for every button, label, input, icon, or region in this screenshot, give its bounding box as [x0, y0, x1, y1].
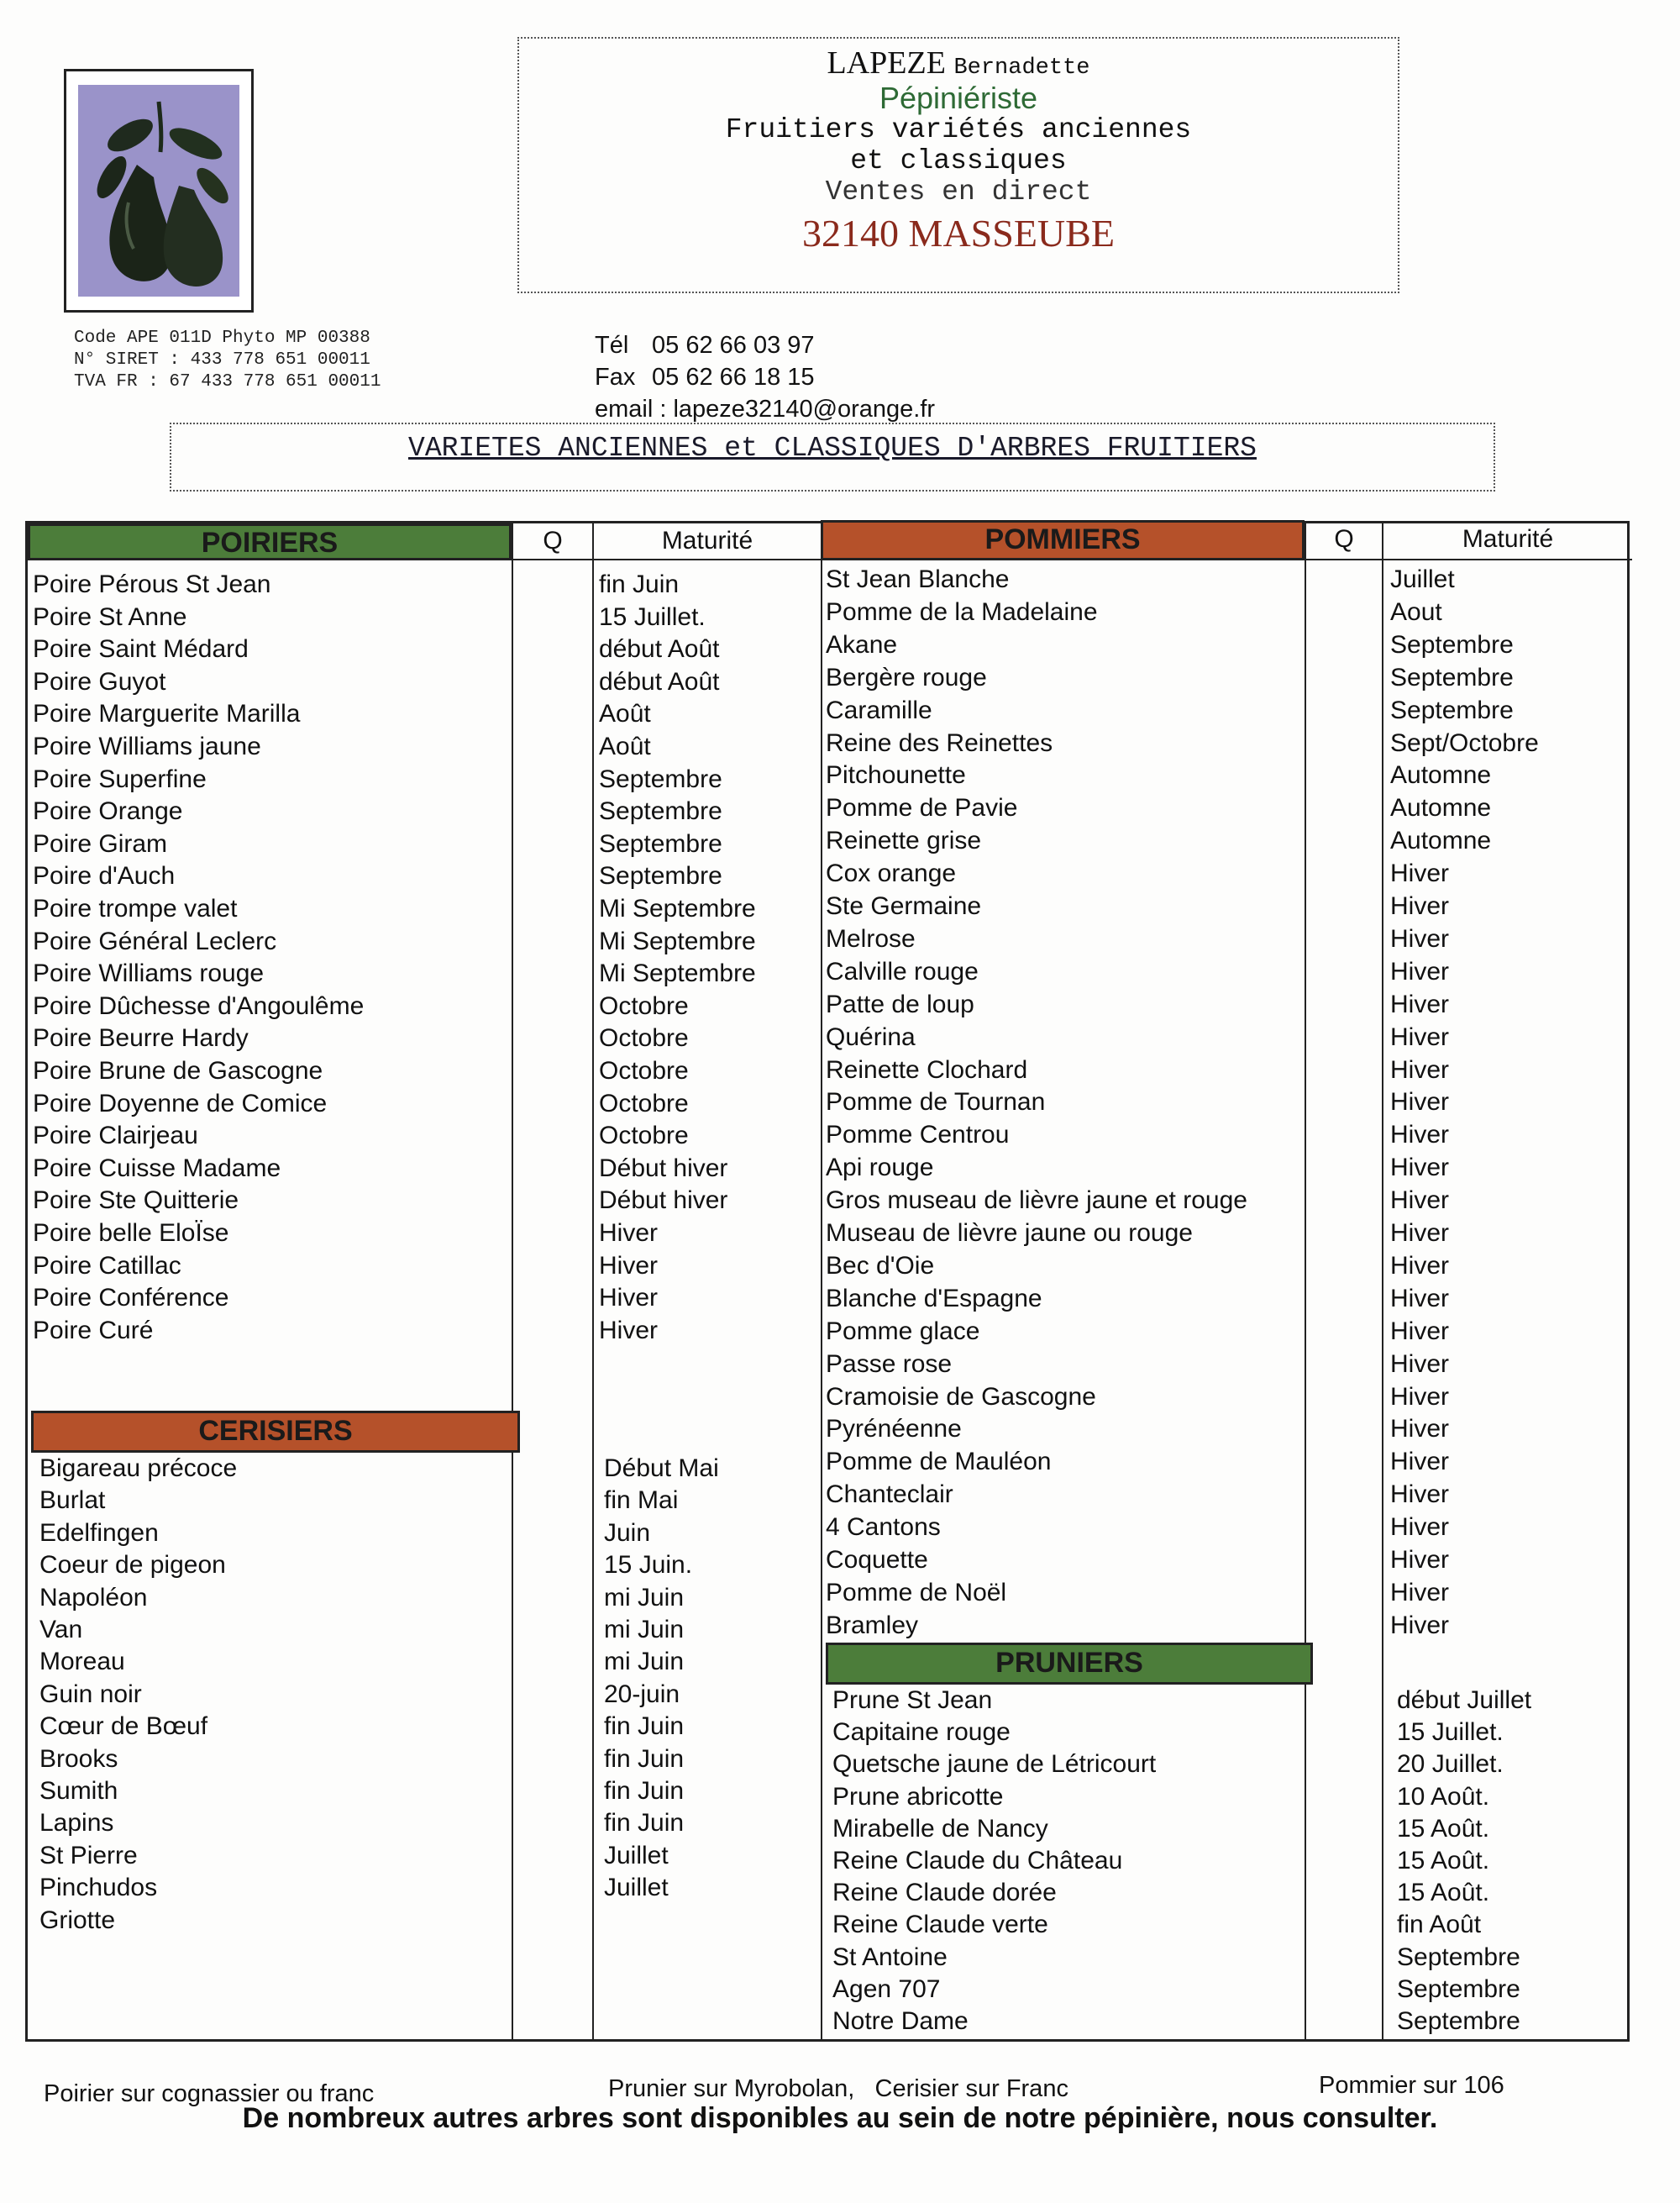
pommiers-variety-name: St Jean Blanche [826, 565, 1010, 593]
cerisiers-variety-name: Pinchudos [39, 1874, 158, 1902]
fax-number: 05 62 66 18 15 [652, 364, 815, 391]
poiriers-maturity: Août [599, 700, 651, 728]
pommiers-variety-name: Patte de loup [826, 990, 974, 1018]
pommiers-maturity: Hiver [1390, 924, 1450, 953]
cerisiers-variety-name: Sumith [39, 1777, 118, 1805]
poiriers-variety-name: Poire Doyenne de Comice [33, 1089, 328, 1117]
pommiers-variety-name: Chanteclair [826, 1480, 953, 1509]
cerisiers-variety-name: St Pierre [39, 1841, 138, 1869]
pommiers-maturity: Septembre [1390, 663, 1514, 691]
pommiers-variety-name: Pomme de Mauléon [826, 1448, 1052, 1476]
owner-name [519, 45, 1398, 81]
poiriers-variety-name: Poire Orange [33, 797, 183, 826]
pommiers-maturity: Hiver [1390, 1023, 1450, 1051]
fax-label: Fax [595, 364, 636, 391]
section-pruniers: PRUNIERS [826, 1643, 1313, 1685]
cerisiers-maturity: Début Mai [604, 1454, 719, 1482]
pommiers-variety-name: Pitchounette [826, 761, 966, 790]
cerisiers-maturity: Juin [604, 1518, 651, 1547]
pommiers-maturity: Hiver [1390, 1251, 1450, 1280]
banner-title: VARIETES ANCIENNES et CLASSIQUES D'ARBRES FRUITIERS [408, 433, 1257, 464]
profession: Pépiniériste [879, 80, 1038, 115]
pommiers-maturity: Hiver [1390, 1349, 1450, 1378]
poiriers-maturity: Mi Septembre [599, 927, 756, 955]
code-ape: Code APE 011D Phyto MP 00388 [74, 329, 370, 348]
poiriers-variety-name: Poire trompe valet [33, 895, 238, 923]
maturity-header-right: Maturité [1462, 525, 1554, 553]
pommiers-variety-name: Gros museau de lièvre jaune et rouge [826, 1186, 1247, 1215]
pommiers-variety-name: 4 Cantons [826, 1513, 941, 1542]
poiriers-variety-name: Poire d'Auch [33, 862, 176, 891]
pommiers-variety-name: Melrose [826, 924, 916, 953]
poiriers-maturity: début Août [599, 635, 720, 664]
pruniers-maturity: 20 Juillet. [1397, 1750, 1504, 1779]
pommiers-variety-name: Reine des Reinettes [826, 728, 1053, 757]
pommiers-maturity: Automne [1390, 794, 1492, 823]
tva: TVA FR : 67 433 778 651 00011 [74, 372, 381, 392]
cerisiers-maturity: Juillet [604, 1874, 669, 1902]
cerisiers-maturity: mi Juin [604, 1616, 685, 1643]
cerisiers-variety-name: Coeur de pigeon [39, 1551, 226, 1580]
q-header-left: Q [543, 527, 563, 555]
poiriers-maturity: Octobre [599, 1122, 689, 1150]
company-codes [74, 328, 381, 393]
poiriers-maturity: Début hiver [599, 1186, 728, 1215]
poiriers-maturity: Octobre [599, 1024, 689, 1053]
col-divider [512, 523, 513, 2039]
cerisiers-variety-name: Napoléon [39, 1583, 148, 1612]
poiriers-maturity: Hiver [599, 1219, 659, 1247]
poiriers-variety-name: Poire Conférence [33, 1284, 229, 1312]
tagline-1: Fruitiers variétés anciennes [725, 113, 1192, 145]
pommiers-variety-name: Pyrénéenne [826, 1415, 962, 1443]
pommiers-maturity: Hiver [1390, 1382, 1450, 1411]
footer-poirier: Poirier sur cognassier ou franc [44, 2080, 375, 2107]
pommiers-variety-name: Calville rouge [826, 957, 979, 986]
cerisiers-variety-name: Lapins [39, 1809, 114, 1838]
cerisiers-variety-name: Griotte [39, 1906, 116, 1934]
cerisiers-maturity: fin Juin [604, 1744, 685, 1773]
pommiers-variety-name: Cramoisie de Gascogne [826, 1382, 1096, 1411]
letterhead [517, 37, 1399, 293]
logo-frame [64, 69, 254, 313]
pruniers-maturity: Septembre [1397, 1974, 1520, 2003]
tagline-3: Ventes en direct [825, 176, 1092, 208]
cerisiers-maturity: 15 Juin. [604, 1551, 693, 1580]
pommiers-variety-name: Pomme Centrou [826, 1121, 1010, 1149]
pommiers-maturity: Hiver [1390, 1055, 1450, 1084]
pruniers-maturity: Septembre [1397, 1943, 1520, 1971]
pommiers-maturity: Hiver [1390, 1317, 1450, 1345]
phone-line [595, 329, 935, 361]
varieties-table [25, 521, 1630, 2042]
poiriers-maturity: Début hiver [599, 1154, 728, 1182]
poiriers-maturity: Septembre [599, 797, 722, 826]
pommiers-variety-name: Cox orange [826, 860, 957, 888]
pommiers-variety-name: Pomme de Tournan [826, 1088, 1046, 1117]
pommiers-variety-name: Caramille [826, 696, 932, 724]
pommiers-maturity: Hiver [1390, 860, 1450, 888]
pommiers-variety-name: Pomme de la Madelaine [826, 597, 1098, 626]
pommiers-maturity: Hiver [1390, 957, 1450, 986]
cerisiers-variety-name: Van [39, 1616, 83, 1643]
pommiers-variety-name: Bergère rouge [826, 663, 987, 691]
poiriers-maturity: Octobre [599, 991, 689, 1020]
pruniers-variety-name: St Antoine [832, 1943, 948, 1971]
pear-illustration [78, 85, 239, 297]
maturity-header-left: Maturité [661, 527, 753, 555]
pommiers-maturity: Hiver [1390, 1611, 1450, 1639]
pommiers-maturity: Hiver [1390, 1415, 1450, 1443]
pruniers-variety-name: Agen 707 [832, 1974, 941, 2003]
pommiers-maturity: Juillet [1390, 565, 1455, 593]
poiriers-maturity: Hiver [599, 1251, 659, 1280]
first-name: Bernadette [953, 55, 1090, 81]
col-divider [592, 523, 594, 2039]
pruniers-variety-name: Quetsche jaune de Létricourt [832, 1750, 1157, 1779]
pruniers-maturity: début Juillet [1397, 1686, 1532, 1714]
pommiers-variety-name: Ste Germaine [826, 892, 982, 920]
cerisiers-variety-name: Moreau [39, 1648, 125, 1676]
pruniers-variety-name: Notre Dame [832, 2007, 969, 2035]
cerisiers-maturity: Juillet [604, 1841, 669, 1869]
poiriers-variety-name: Poire Ste Quitterie [33, 1186, 239, 1215]
pruniers-variety-name: Capitaine rouge [832, 1718, 1011, 1747]
pommiers-variety-name: Quérina [826, 1023, 916, 1051]
cerisiers-maturity: fin Juin [604, 1809, 685, 1838]
pruniers-variety-name: Prune abricotte [832, 1782, 1004, 1811]
poiriers-maturity: Août [599, 733, 651, 760]
poiriers-variety-name: Poire Cuisse Madame [33, 1154, 281, 1182]
cerisiers-maturity: mi Juin [604, 1648, 685, 1676]
pommiers-maturity: Hiver [1390, 1186, 1450, 1215]
pruniers-maturity: 15 Août. [1397, 1814, 1490, 1843]
pruniers-variety-name: Reine Claude verte [832, 1911, 1048, 1939]
pruniers-maturity: Septembre [1397, 2007, 1520, 2035]
cerisiers-maturity: mi Juin [604, 1583, 685, 1612]
poiriers-maturity: Septembre [599, 862, 722, 891]
poiriers-variety-name: Poire Pérous St Jean [33, 570, 271, 598]
pommiers-variety-name: Bec d'Oie [826, 1251, 935, 1280]
poiriers-variety-name: Poire Général Leclerc [33, 927, 277, 955]
poiriers-variety-name: Poire Giram [33, 829, 168, 858]
phone-label: Tél [595, 332, 629, 359]
pommiers-variety-name: Museau de lièvre jaune ou rouge [826, 1219, 1193, 1247]
siret: N° SIRET : 433 778 651 00011 [74, 350, 370, 370]
poiriers-variety-name: Poire Superfine [33, 765, 207, 793]
pommiers-maturity: Hiver [1390, 990, 1450, 1018]
last-name: LAPEZE [827, 45, 946, 81]
pommiers-maturity: Automne [1390, 827, 1492, 855]
contact-block [595, 329, 935, 425]
poiriers-variety-name: Poire Catillac [33, 1251, 181, 1280]
poiriers-maturity: fin Juin [599, 570, 680, 598]
poiriers-maturity: Mi Septembre [599, 960, 756, 988]
cerisiers-maturity: fin Juin [604, 1777, 685, 1805]
poiriers-variety-name: Poire Saint Médard [33, 635, 249, 664]
pruniers-variety-name: Prune St Jean [832, 1686, 993, 1714]
pommiers-maturity: Aout [1390, 597, 1442, 626]
pommiers-maturity: Hiver [1390, 1121, 1450, 1149]
col-divider [1382, 523, 1383, 2039]
phone-number: 05 62 66 03 97 [652, 332, 815, 359]
pruniers-maturity: 15 Août. [1397, 1847, 1490, 1874]
pommiers-variety-name: Reinette grise [826, 827, 982, 855]
section-poiriers: POIRIERS [28, 523, 512, 560]
poiriers-maturity: Septembre [599, 829, 722, 858]
poiriers-maturity: Octobre [599, 1089, 689, 1117]
poiriers-variety-name: Poire Marguerite Marilla [33, 700, 301, 728]
cerisiers-variety-name: Burlat [39, 1486, 106, 1515]
pommiers-variety-name: Reinette Clochard [826, 1055, 1028, 1084]
pommiers-maturity: Septembre [1390, 696, 1514, 724]
pommiers-variety-name: Blanche d'Espagne [826, 1284, 1042, 1312]
pruniers-variety-name: Reine Claude dorée [832, 1879, 1057, 1907]
pommiers-variety-name: Bramley [826, 1611, 919, 1639]
poiriers-maturity: Mi Septembre [599, 895, 756, 923]
tagline-2: et classiques [850, 145, 1067, 176]
pommiers-variety-name: Passe rose [826, 1349, 953, 1378]
poiriers-variety-name: Poire belle EloÏse [33, 1219, 229, 1247]
fax-line [595, 361, 935, 393]
cerisiers-variety-name: Brooks [39, 1744, 118, 1773]
poiriers-variety-name: Poire Clairjeau [33, 1122, 198, 1150]
col-divider [1305, 523, 1306, 2039]
pruniers-maturity: fin Août [1397, 1911, 1482, 1939]
pommiers-maturity: Automne [1390, 761, 1492, 790]
pruniers-maturity: 15 Juillet. [1397, 1718, 1504, 1747]
pruniers-variety-name: Mirabelle de Nancy [832, 1814, 1048, 1843]
pommiers-maturity: Sept/Octobre [1390, 728, 1539, 757]
poiriers-variety-name: Poire Guyot [33, 667, 166, 696]
pommiers-maturity: Hiver [1390, 1513, 1450, 1542]
footer-pommier: Pommier sur 106 [1319, 2072, 1504, 2099]
cerisiers-maturity: 20-juin [604, 1680, 680, 1708]
poiriers-maturity: Hiver [599, 1316, 659, 1344]
pommiers-maturity: Hiver [1390, 892, 1450, 920]
poiriers-variety-name: Poire Beurre Hardy [33, 1024, 249, 1053]
poiriers-maturity: Septembre [599, 765, 722, 793]
pommiers-variety-name: Akane [826, 630, 898, 659]
col-divider [821, 523, 822, 2039]
pommiers-maturity: Hiver [1390, 1284, 1450, 1312]
pommiers-maturity: Hiver [1390, 1546, 1450, 1574]
pommiers-variety-name: Pomme glace [826, 1317, 980, 1345]
pommiers-maturity: Hiver [1390, 1448, 1450, 1476]
pommiers-variety-name: Api rouge [826, 1154, 934, 1182]
cerisiers-variety-name: Bigareau précoce [39, 1454, 238, 1482]
cerisiers-variety-name: Edelfingen [39, 1518, 159, 1547]
city: 32140 MASSEUBE [802, 211, 1115, 255]
pommiers-variety-name: Coquette [826, 1546, 928, 1574]
poiriers-variety-name: Poire Williams jaune [33, 733, 261, 760]
pommiers-maturity: Hiver [1390, 1088, 1450, 1117]
cerisiers-variety-name: Cœur de Bœuf [39, 1712, 208, 1741]
cerisiers-maturity: fin Mai [604, 1486, 679, 1515]
poiriers-variety-name: Poire Dûchesse d'Angoulême [33, 991, 365, 1020]
pruniers-variety-name: Reine Claude du Château [832, 1847, 1123, 1874]
section-cerisiers: CERISIERS [31, 1411, 520, 1453]
poiriers-maturity: Hiver [599, 1284, 659, 1312]
footer-prunier-cerisier: Prunier sur Myrobolan, Cerisier sur Franc [608, 2075, 1068, 2102]
pommiers-maturity: Septembre [1390, 630, 1514, 659]
pommiers-maturity: Hiver [1390, 1154, 1450, 1182]
poiriers-variety-name: Poire Williams rouge [33, 960, 265, 988]
cerisiers-variety-name: Guin noir [39, 1680, 142, 1708]
poiriers-variety-name: Poire Brune de Gascogne [33, 1057, 323, 1085]
pommiers-variety-name: Pomme de Pavie [826, 794, 1018, 823]
poiriers-maturity: 15 Juillet. [599, 602, 706, 631]
poiriers-variety-name: Poire St Anne [33, 602, 187, 631]
cerisiers-maturity: fin Juin [604, 1712, 685, 1741]
q-header-right: Q [1334, 525, 1354, 553]
poiriers-maturity: début Août [599, 667, 720, 696]
section-pommiers: POMMIERS [821, 520, 1305, 560]
pommiers-maturity: Hiver [1390, 1578, 1450, 1606]
pruniers-maturity: 15 Août. [1397, 1879, 1490, 1907]
poiriers-maturity: Octobre [599, 1057, 689, 1085]
pommiers-maturity: Hiver [1390, 1480, 1450, 1509]
poiriers-variety-name: Poire Curé [33, 1316, 154, 1344]
email: email : lapeze32140@orange.fr [595, 396, 936, 423]
pruniers-maturity: 10 Août. [1397, 1782, 1490, 1811]
pommiers-variety-name: Pomme de Noël [826, 1578, 1007, 1606]
title-banner [170, 423, 1495, 492]
pommiers-maturity: Hiver [1390, 1219, 1450, 1247]
footer-note: De nombreux autres arbres sont disponibles au sein de notre pépinière, nous consulter. [242, 2102, 1438, 2134]
